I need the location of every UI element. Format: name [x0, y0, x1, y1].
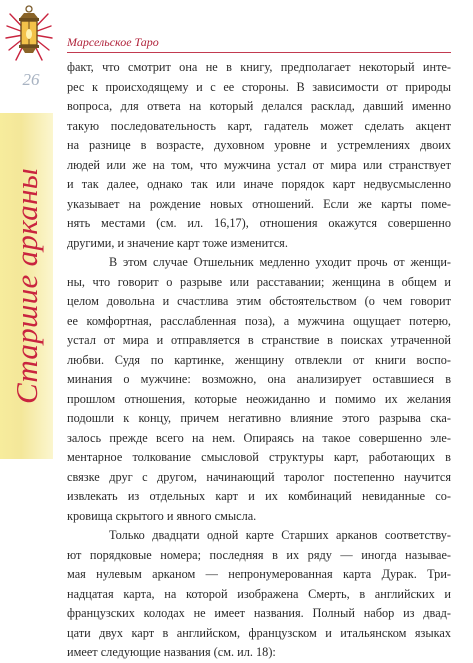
text-line: ны, что говорит о разрыве или расставании; женщина в общем и [67, 274, 451, 289]
text-line: другими, и значение карт тоже изменится. [67, 235, 288, 250]
text-line: подошли к концу, причем негативно влияние этого разрыва ска- [67, 411, 451, 425]
text-line: В этом случае Отшельник медленно уходит прочь от женщи- [109, 255, 451, 269]
text-line: мая нулевым арканом — непронумерованная карта Дурак. Три- [67, 567, 451, 581]
text-line: устал от мира и отправляется в странствие в поисках утраченной [67, 333, 451, 347]
header-rule [67, 52, 451, 53]
text-line: вопроса, для ответа на который делался расклад, давший именно [67, 99, 451, 113]
text-line: цати двух карт в английском, французском и итальянском языках [67, 625, 451, 640]
text-line: рес к происходящему и с ее стороны. В зависимости от природы [67, 79, 451, 94]
text-line: нять местами (см. ил. 16,17), отношения окажутся совершенно [67, 216, 451, 230]
body-text [67, 58, 451, 663]
text-line: ментарное толкование смысловой структуры карт, работающих в [67, 450, 451, 464]
text-line: извлекать из отдельных карт и их комбинаций невиданные со- [67, 489, 451, 503]
text-line: минания о мужчине: возможно, она анализирует оставшиеся в [67, 372, 451, 386]
text-line: прошлом отношения, которые неожиданно и помимо их желания [67, 391, 451, 406]
section-side-title: Старшие арканы [9, 167, 44, 405]
text-line: ее комфортная, расслабленная поза), а мужчина ощущает потерю, [67, 313, 451, 328]
text-line: кровища скрытого и явного смысла. [67, 508, 257, 523]
text-line: французских колодах не имеет названия. Полный набор из двад- [67, 606, 451, 620]
running-head: Марсельское Таро [67, 35, 159, 49]
paragraph [67, 253, 451, 526]
paragraph [67, 58, 451, 253]
text-line: имеет следующие названия (см. ил. 18): [67, 645, 276, 659]
text-line: на разнице в возрасте, духовном уровне и устремлениях двоих [67, 138, 451, 152]
text-line: людей или же на том, что мужчина устал от мира или странствует [67, 157, 451, 172]
text-line: и так далее, однако так или иначе порядок карт недвусмысленно [67, 177, 451, 191]
text-line: любви. Судя по картинке, женщину отвлекли от книги воспо- [67, 352, 451, 367]
text-line: целом довольна и счастлива этим обстоятельством (о чем говорит [67, 294, 451, 308]
lantern-icon [4, 4, 54, 66]
text-line: факт, что смотрит она не в книгу, предполагает некоторый инте- [67, 60, 451, 74]
text-line: залось прежде всего на нем. Опираясь на такое совершенно эле- [67, 430, 451, 445]
text-line: надцатая карта, на которой изображена Смерть, в английских и [67, 586, 451, 601]
text-line: Только двадцати одной карте Старших арканов соответству- [109, 528, 451, 542]
text-line: ют порядковые номера; последняя в их ряду — иногда называе- [67, 547, 451, 562]
text-line: указывает на рождение новых отношений. Если же карты поме- [67, 196, 451, 211]
text-line: такую последовательность карт, гадатель может сделать акцент [67, 118, 451, 133]
page-number: 26 [22, 70, 40, 89]
text-line: связке друг с другом, начинающий таролог постепенно научится [67, 469, 451, 484]
paragraph [67, 526, 451, 663]
